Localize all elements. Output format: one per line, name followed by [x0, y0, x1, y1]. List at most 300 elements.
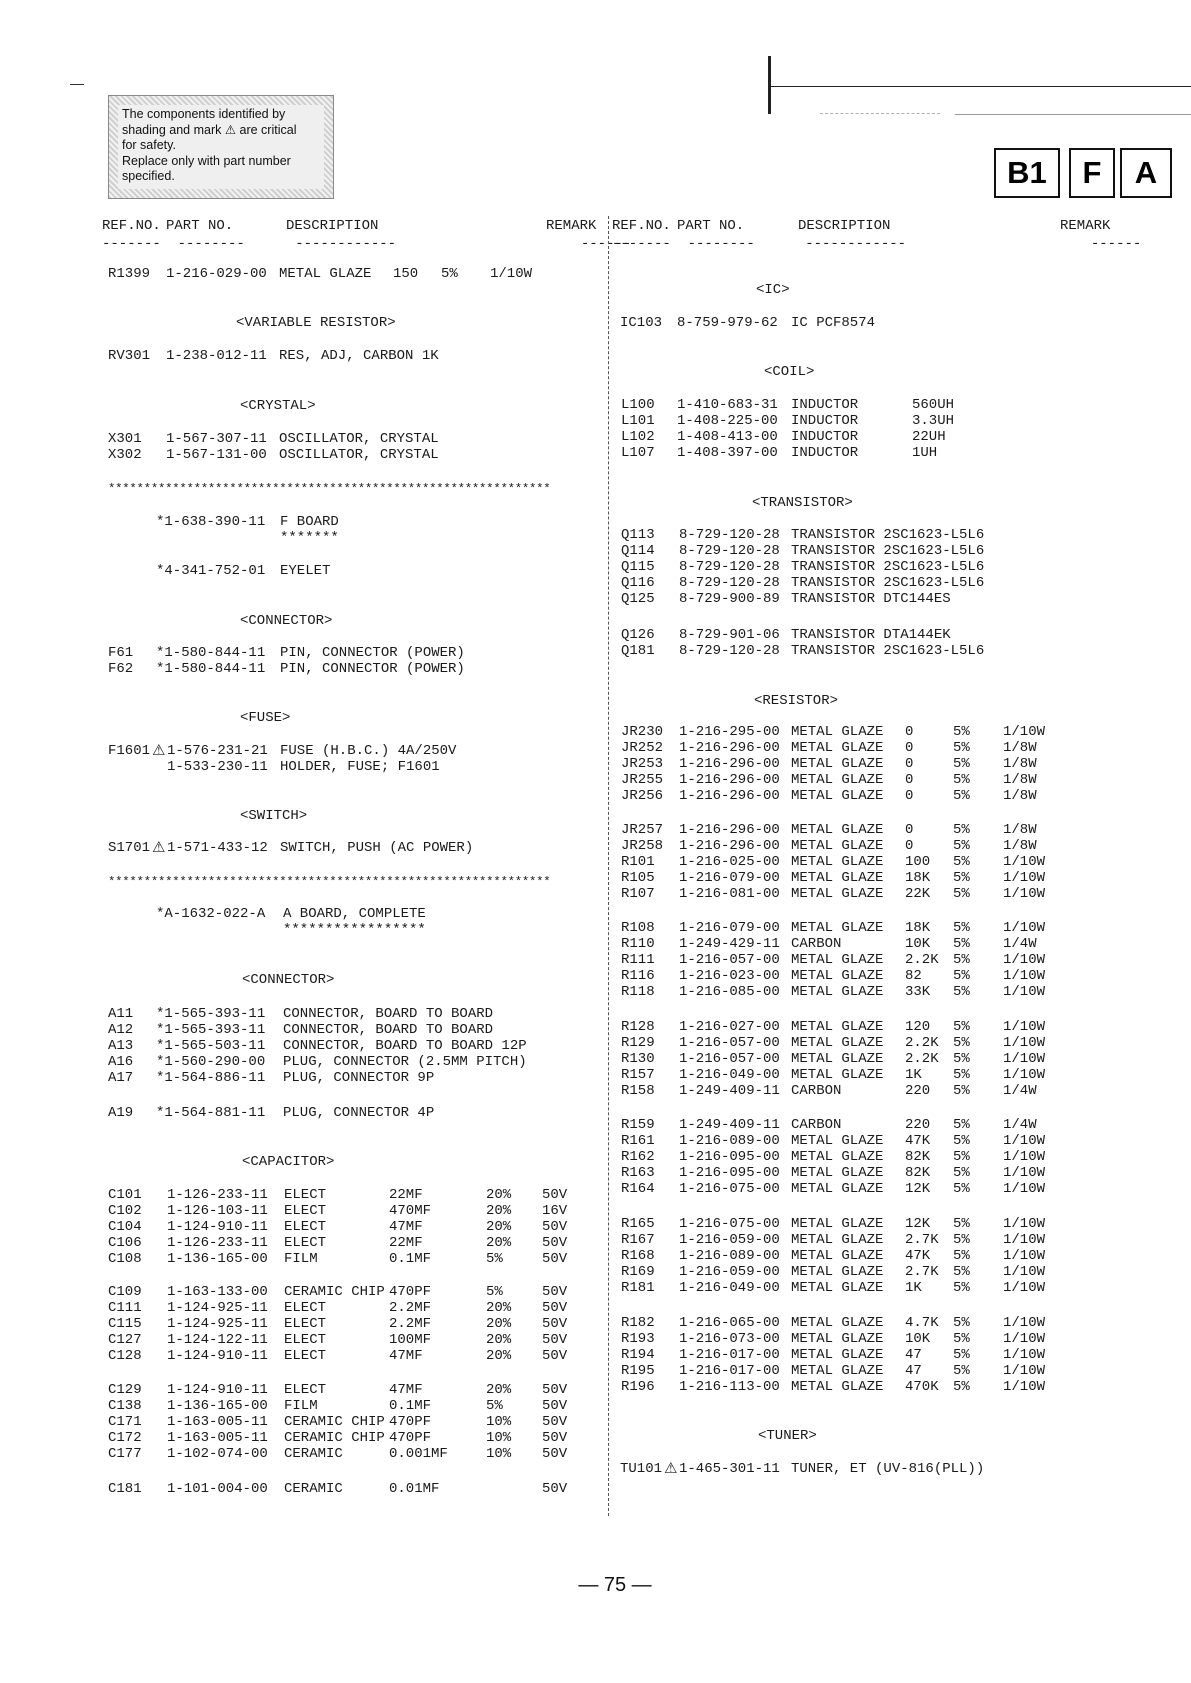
header-underline: ------- -------- ------------ ------: [612, 236, 1142, 252]
part-description: METAL GLAZE: [791, 772, 884, 788]
part-number: 1-216-017-00: [679, 1363, 780, 1379]
part-description: TRANSISTOR DTC144ES: [791, 591, 951, 607]
part-number: 1-216-296-00: [679, 756, 780, 772]
part-voltage: 50V: [542, 1284, 568, 1300]
board-title: F BOARD: [280, 514, 339, 530]
part-ref: R165: [621, 1216, 655, 1232]
part-tolerance: 20%: [486, 1235, 512, 1251]
part-tolerance: 5%: [953, 1248, 970, 1264]
part-ref: X301: [108, 431, 142, 447]
part-description: TRANSISTOR 2SC1623-L5L6: [791, 575, 985, 591]
part-rating: 1/10W: [1003, 968, 1046, 984]
part-value: 82K: [905, 1149, 931, 1165]
part-number: 1-567-307-11: [166, 431, 267, 447]
part-description: CERAMIC: [284, 1481, 343, 1497]
part-tolerance: 10%: [486, 1446, 512, 1462]
part-number: 1-124-910-11: [167, 1219, 268, 1235]
part-tolerance: 20%: [486, 1219, 512, 1235]
part-value: 2.2MF: [389, 1300, 432, 1316]
part-voltage: 50V: [542, 1446, 568, 1462]
section-heading: <TUNER>: [758, 1428, 817, 1444]
part-value: 82: [905, 968, 922, 984]
part-value: 0: [905, 822, 914, 838]
part-value: 47MF: [389, 1382, 423, 1398]
part-number: 1-101-004-00: [167, 1481, 268, 1497]
part-description: METAL GLAZE: [791, 724, 884, 740]
part-value: 22UH: [912, 429, 946, 445]
part-ref: R162: [621, 1149, 655, 1165]
part-value: 100: [905, 854, 931, 870]
part-voltage: 50V: [542, 1235, 568, 1251]
part-ref: A13: [108, 1038, 134, 1054]
part-value: 47MF: [389, 1219, 423, 1235]
part-ref: R181: [621, 1280, 655, 1296]
part-description: FILM: [284, 1251, 318, 1267]
part-value: 2.2MF: [389, 1316, 432, 1332]
part-description: CARBON: [791, 1083, 842, 1099]
part-ref: R196: [621, 1379, 655, 1395]
part-description: TRANSISTOR 2SC1623-L5L6: [791, 643, 985, 659]
part-number: 1-216-075-00: [679, 1216, 780, 1232]
part-rating: 1/8W: [1003, 756, 1037, 772]
part-ref: R108: [621, 920, 655, 936]
part-tolerance: 5%: [953, 1379, 970, 1395]
part-number: 1-216-059-00: [679, 1264, 780, 1280]
part-description: METAL GLAZE: [791, 1035, 884, 1051]
part-ref: Q113: [621, 527, 655, 543]
part-number: 1-533-230-11: [167, 759, 268, 775]
part-value: 10K: [905, 936, 931, 952]
part-value: 120: [905, 1019, 931, 1035]
part-number: 1-124-910-11: [167, 1348, 268, 1364]
part-description: METAL GLAZE: [791, 1363, 884, 1379]
part-rating: 1/8W: [1003, 838, 1037, 854]
part-ref: IC103: [620, 315, 663, 331]
part-tolerance: 20%: [486, 1187, 512, 1203]
part-ref: A17: [108, 1070, 134, 1086]
part-tolerance: 5%: [953, 920, 970, 936]
part-tolerance: 5%: [953, 870, 970, 886]
part-ref: C109: [108, 1284, 142, 1300]
part-number: 1-216-296-00: [679, 788, 780, 804]
part-value: 2.2K: [905, 1051, 939, 1067]
part-ref: C106: [108, 1235, 142, 1251]
part-value: 1K: [905, 1067, 922, 1083]
part-number: 1-465-301-11: [679, 1461, 780, 1477]
part-number: 1-126-233-11: [167, 1235, 268, 1251]
part-number: 1-216-059-00: [679, 1232, 780, 1248]
part-ref: C115: [108, 1316, 142, 1332]
part-ref: C181: [108, 1481, 142, 1497]
part-ref: C128: [108, 1348, 142, 1364]
part-description: PLUG, CONNECTOR 4P: [283, 1105, 435, 1121]
part-ref: C108: [108, 1251, 142, 1267]
part-ref: R182: [621, 1315, 655, 1331]
part-value: 470MF: [389, 1203, 432, 1219]
part-description: PIN, CONNECTOR (POWER): [280, 661, 465, 677]
part-rating: 1/10W: [1003, 1232, 1046, 1248]
part-value: 33K: [905, 984, 931, 1000]
part-description: INDUCTOR: [791, 445, 859, 461]
part-tolerance: 5%: [953, 886, 970, 902]
part-number: 1-102-074-00: [167, 1446, 268, 1462]
part-number: 1-216-296-00: [679, 772, 780, 788]
part-description: METAL GLAZE: [791, 1248, 884, 1264]
part-value: 1UH: [912, 445, 938, 461]
part-description: ELECT: [284, 1382, 327, 1398]
part-voltage: 50V: [542, 1300, 568, 1316]
part-number: 1-124-910-11: [167, 1382, 268, 1398]
part-ref: C127: [108, 1332, 142, 1348]
part-rating: 1/8W: [1003, 788, 1037, 804]
part-value: 2.7K: [905, 1264, 939, 1280]
board-title: A BOARD, COMPLETE: [283, 906, 426, 922]
header-ref-no: REF.NO.: [612, 218, 671, 234]
part-tolerance: 5%: [953, 788, 970, 804]
part-description: METAL GLAZE: [791, 1067, 884, 1083]
part-ref: R101: [621, 854, 655, 870]
part-rating: 1/10W: [1003, 1216, 1046, 1232]
part-voltage: 50V: [542, 1251, 568, 1267]
part-value: 470PF: [389, 1414, 432, 1430]
part-number: 1-216-027-00: [679, 1019, 780, 1035]
part-tolerance: 5%: [953, 854, 970, 870]
part-voltage: 16V: [542, 1203, 568, 1219]
part-value: 100MF: [389, 1332, 432, 1348]
separator-stars: **************************************************************: [108, 482, 551, 496]
part-rating: 1/10W: [1003, 984, 1046, 1000]
part-description: CERAMIC CHIP: [284, 1430, 385, 1446]
part-number: 1-216-089-00: [679, 1133, 780, 1149]
part-voltage: 50V: [542, 1414, 568, 1430]
part-ref: JR257: [621, 822, 664, 838]
part-ref: R118: [621, 984, 655, 1000]
part-value: 0.001MF: [389, 1446, 448, 1462]
section-heading: <CAPACITOR>: [242, 1154, 335, 1170]
part-ref: L102: [621, 429, 655, 445]
part-tolerance: 5%: [953, 1315, 970, 1331]
part-ref: RV301: [108, 348, 151, 364]
part-ref: R128: [621, 1019, 655, 1035]
part-description: METAL GLAZE: [791, 1181, 884, 1197]
part-description: METAL GLAZE: [791, 1165, 884, 1181]
part-ref: R158: [621, 1083, 655, 1099]
part-ref: JR255: [621, 772, 664, 788]
part-number: 8-729-120-28: [679, 543, 780, 559]
part-tolerance: 5%: [953, 1149, 970, 1165]
part-description: ELECT: [284, 1187, 327, 1203]
part-value: 22MF: [389, 1235, 423, 1251]
part-value: 2.2K: [905, 1035, 939, 1051]
part-number: 8-729-120-28: [679, 643, 780, 659]
part-rating: 1/4W: [1003, 1117, 1037, 1133]
section-heading: <RESISTOR>: [754, 693, 839, 709]
part-ref: C102: [108, 1203, 142, 1219]
part-number: *1-580-844-11: [156, 661, 266, 677]
part-tolerance: 5%: [441, 266, 458, 282]
part-number: 1-249-409-11: [679, 1083, 780, 1099]
part-rating: 1/10W: [1003, 952, 1046, 968]
part-voltage: 50V: [542, 1187, 568, 1203]
part-description: TRANSISTOR 2SC1623-L5L6: [791, 527, 985, 543]
part-value: 470K: [905, 1379, 939, 1395]
part-number: 8-729-901-06: [679, 627, 780, 643]
warning-icon: ⚠: [152, 838, 166, 856]
part-number: 1-216-295-00: [679, 724, 780, 740]
part-ref: F1601: [108, 743, 151, 759]
part-value: 0: [905, 772, 914, 788]
part-tolerance: 5%: [953, 968, 970, 984]
part-ref: R167: [621, 1232, 655, 1248]
part-number: 1-216-065-00: [679, 1315, 780, 1331]
part-value: 0: [905, 724, 914, 740]
part-ref: F61: [108, 645, 134, 661]
part-tolerance: 5%: [953, 1331, 970, 1347]
part-rating: 1/8W: [1003, 740, 1037, 756]
part-ref: L100: [621, 397, 655, 413]
part-number: 1-124-925-11: [167, 1316, 268, 1332]
part-tolerance: 5%: [953, 1232, 970, 1248]
part-ref: Q114: [621, 543, 655, 559]
part-number: 1-571-433-12: [167, 840, 268, 856]
part-tolerance: 10%: [486, 1430, 512, 1446]
part-description: METAL GLAZE: [791, 1019, 884, 1035]
part-number: 1-136-165-00: [167, 1251, 268, 1267]
part-value: 22K: [905, 886, 931, 902]
part-rating: 1/10W: [1003, 1315, 1046, 1331]
part-number: 1-567-131-00: [166, 447, 267, 463]
part-value: 12K: [905, 1216, 931, 1232]
part-number: 1-216-089-00: [679, 1248, 780, 1264]
part-value: 22MF: [389, 1187, 423, 1203]
part-value: 3.3UH: [912, 413, 955, 429]
section-heading: <VARIABLE RESISTOR>: [236, 315, 396, 331]
section-heading: <TRANSISTOR>: [752, 495, 853, 511]
part-number: 1-124-122-11: [167, 1332, 268, 1348]
part-number: *1-638-390-11: [156, 514, 266, 530]
part-tolerance: 5%: [953, 1280, 970, 1296]
part-ref: JR230: [621, 724, 664, 740]
part-number: 1-216-095-00: [679, 1165, 780, 1181]
part-rating: 1/10W: [1003, 1067, 1046, 1083]
part-rating: 1/10W: [1003, 1280, 1046, 1296]
part-ref: C129: [108, 1382, 142, 1398]
section-heading: <CONNECTOR>: [242, 972, 335, 988]
faint-rule: [820, 113, 940, 114]
part-description: CERAMIC CHIP: [284, 1414, 385, 1430]
part-rating: 1/10W: [1003, 1051, 1046, 1067]
part-rating: 1/10W: [1003, 1264, 1046, 1280]
part-value: 2.7K: [905, 1232, 939, 1248]
part-number: 8-729-120-28: [679, 575, 780, 591]
part-ref: R110: [621, 936, 655, 952]
part-ref: Q116: [621, 575, 655, 591]
part-rating: 1/10W: [490, 266, 533, 282]
part-rating: 1/4W: [1003, 1083, 1037, 1099]
part-number: 1-136-165-00: [167, 1398, 268, 1414]
part-ref: C177: [108, 1446, 142, 1462]
part-value: 470PF: [389, 1284, 432, 1300]
part-description: METAL GLAZE: [791, 1379, 884, 1395]
part-ref: R163: [621, 1165, 655, 1181]
part-value: 47: [905, 1347, 922, 1363]
part-number: 1-216-057-00: [679, 952, 780, 968]
part-description: PLUG, CONNECTOR (2.5MM PITCH): [283, 1054, 527, 1070]
part-description: ELECT: [284, 1219, 327, 1235]
part-description: CONNECTOR, BOARD TO BOARD 12P: [283, 1038, 527, 1054]
part-description: METAL GLAZE: [791, 788, 884, 804]
part-description: ELECT: [284, 1300, 327, 1316]
part-number: *1-560-290-00: [156, 1054, 266, 1070]
part-description: CERAMIC CHIP: [284, 1284, 385, 1300]
part-ref: R193: [621, 1331, 655, 1347]
part-rating: 1/8W: [1003, 772, 1037, 788]
part-description: METAL GLAZE: [791, 1315, 884, 1331]
part-tolerance: 5%: [953, 1083, 970, 1099]
header-underline: ------- -------- ------------ ------: [102, 236, 632, 252]
part-number: 1-216-113-00: [679, 1379, 780, 1395]
warning-icon: ⚠: [664, 1459, 678, 1477]
part-number: 1-216-085-00: [679, 984, 780, 1000]
part-description: ELECT: [284, 1203, 327, 1219]
part-rating: 1/10W: [1003, 1379, 1046, 1395]
part-description: METAL GLAZE: [791, 920, 884, 936]
page-number: — 75 —: [578, 1574, 652, 1596]
part-number: 1-124-925-11: [167, 1300, 268, 1316]
part-number: 1-216-296-00: [679, 740, 780, 756]
part-value: 560UH: [912, 397, 955, 413]
safety-line: The components identified by: [122, 107, 286, 121]
part-tolerance: 5%: [953, 936, 970, 952]
part-ref: R116: [621, 968, 655, 984]
part-tolerance: 20%: [486, 1332, 512, 1348]
part-rating: 1/10W: [1003, 1248, 1046, 1264]
part-description: HOLDER, FUSE; F1601: [280, 759, 440, 775]
part-ref: JR256: [621, 788, 664, 804]
part-rating: 1/10W: [1003, 1019, 1046, 1035]
part-tolerance: 5%: [486, 1398, 503, 1414]
part-rating: 1/10W: [1003, 1035, 1046, 1051]
part-value: 18K: [905, 870, 931, 886]
part-number: *4-341-752-01: [156, 563, 266, 579]
part-tolerance: 20%: [486, 1382, 512, 1398]
safety-note: [108, 95, 334, 199]
part-number: 1-216-049-00: [679, 1067, 780, 1083]
part-ref: R195: [621, 1363, 655, 1379]
part-number: 1-216-057-00: [679, 1051, 780, 1067]
part-number: 1-216-025-00: [679, 854, 780, 870]
header-remark: REMARK: [1060, 218, 1111, 234]
part-number: 1-249-429-11: [679, 936, 780, 952]
part-rating: 1/10W: [1003, 1331, 1046, 1347]
part-description: PIN, CONNECTOR (POWER): [280, 645, 465, 661]
safety-line: Replace only with part number: [122, 153, 291, 168]
part-tolerance: 10%: [486, 1414, 512, 1430]
part-rating: 1/10W: [1003, 1347, 1046, 1363]
part-value: 12K: [905, 1181, 931, 1197]
part-description: METAL GLAZE: [791, 740, 884, 756]
part-ref: C138: [108, 1398, 142, 1414]
part-value: 0.01MF: [389, 1481, 440, 1497]
part-rating: 1/10W: [1003, 1133, 1046, 1149]
part-tolerance: 5%: [953, 1264, 970, 1280]
part-ref: R169: [621, 1264, 655, 1280]
board-code-f: F: [1069, 148, 1115, 198]
part-tolerance: 5%: [953, 822, 970, 838]
part-description: METAL GLAZE: [791, 1347, 884, 1363]
part-tolerance: 5%: [486, 1284, 503, 1300]
part-value: 0.1MF: [389, 1398, 432, 1414]
part-tolerance: 5%: [953, 1117, 970, 1133]
part-ref: C104: [108, 1219, 142, 1235]
part-tolerance: 5%: [953, 1216, 970, 1232]
part-voltage: 50V: [542, 1316, 568, 1332]
part-ref: JR258: [621, 838, 664, 854]
part-voltage: 50V: [542, 1398, 568, 1414]
board-code-a: A: [1120, 148, 1172, 198]
part-ref: R159: [621, 1117, 655, 1133]
part-number: 8-729-900-89: [679, 591, 780, 607]
part-number: 1-216-049-00: [679, 1280, 780, 1296]
part-number: 1-216-296-00: [679, 822, 780, 838]
part-number: 1-216-057-00: [679, 1035, 780, 1051]
board-code-b1: B1: [994, 148, 1060, 198]
part-value: 18K: [905, 920, 931, 936]
part-description: METAL GLAZE: [791, 822, 884, 838]
part-ref: Q115: [621, 559, 655, 575]
part-number: 1-163-133-00: [167, 1284, 268, 1300]
part-number: 1-249-409-11: [679, 1117, 780, 1133]
part-tolerance: 5%: [953, 1051, 970, 1067]
part-ref: X302: [108, 447, 142, 463]
part-number: 1-408-397-00: [677, 445, 778, 461]
part-number: 1-410-683-31: [677, 397, 778, 413]
part-tolerance: 5%: [953, 756, 970, 772]
board-underline: *******: [280, 530, 339, 546]
part-ref: R111: [621, 952, 655, 968]
part-tolerance: 20%: [486, 1203, 512, 1219]
part-ref: A16: [108, 1054, 134, 1070]
part-number: 1-216-075-00: [679, 1181, 780, 1197]
part-number: 8-759-979-62: [677, 315, 778, 331]
part-value: 10K: [905, 1331, 931, 1347]
part-description: ELECT: [284, 1348, 327, 1364]
part-ref: R129: [621, 1035, 655, 1051]
part-tolerance: 20%: [486, 1300, 512, 1316]
safety-line: shading and mark ⚠ are critical: [122, 122, 297, 137]
part-ref: C171: [108, 1414, 142, 1430]
part-description: METAL GLAZE: [791, 1331, 884, 1347]
part-rating: 1/10W: [1003, 1181, 1046, 1197]
part-description: METAL GLAZE: [791, 952, 884, 968]
part-description: ELECT: [284, 1332, 327, 1348]
part-description: SWITCH, PUSH (AC POWER): [280, 840, 474, 856]
part-number: 1-216-017-00: [679, 1347, 780, 1363]
part-number: 8-729-120-28: [679, 559, 780, 575]
part-number: 1-408-225-00: [677, 413, 778, 429]
part-description: METAL GLAZE: [279, 266, 372, 282]
part-description: INDUCTOR: [791, 429, 859, 445]
part-description: METAL GLAZE: [791, 1280, 884, 1296]
header-ref-no: REF.NO.: [102, 218, 161, 234]
part-value: 220: [905, 1083, 931, 1099]
part-description: METAL GLAZE: [791, 1149, 884, 1165]
part-tolerance: 5%: [953, 1133, 970, 1149]
part-rating: 1/10W: [1003, 724, 1046, 740]
warning-icon: ⚠: [152, 741, 166, 759]
part-rating: 1/10W: [1003, 870, 1046, 886]
part-number: 1-126-233-11: [167, 1187, 268, 1203]
